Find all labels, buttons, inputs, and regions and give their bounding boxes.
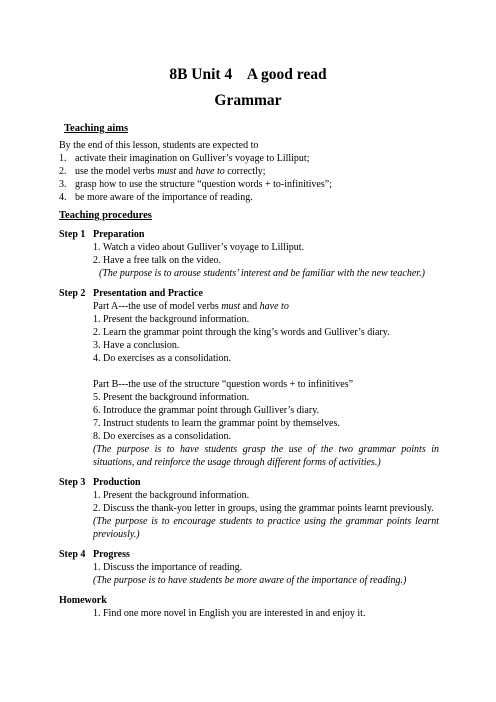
part-b-item: 8. Do exercises as a consolidation. xyxy=(93,431,232,442)
aim-italic-term: must xyxy=(157,166,177,177)
aim-italic-term: have to xyxy=(195,166,225,177)
step-2-purpose: (The purpose is to have students grasp the use of the two grammar points in situations, and reinforce the usage through different forms of activities.) xyxy=(93,444,439,468)
aim-number: 3. xyxy=(59,179,67,190)
document-subtitle: Grammar xyxy=(214,92,282,109)
step-1-name: Preparation xyxy=(93,229,145,240)
step-4-name: Progress xyxy=(93,549,130,560)
step-4-label: Step 4 xyxy=(59,549,86,560)
homework-heading: Homework xyxy=(59,595,107,606)
step-3-label: Step 3 xyxy=(59,477,86,488)
aim-text: use the model verbs must and have to correctly; xyxy=(75,166,266,177)
part-a-italic-term: have to xyxy=(259,301,289,312)
step-1-purpose: (The purpose is to arouse students’ interest and be familiar with the new teacher.) xyxy=(99,268,425,279)
step-4-item: 1. Discuss the importance of reading. xyxy=(93,562,243,573)
part-a-item: 3. Have a conclusion. xyxy=(93,340,180,351)
step-3-name: Production xyxy=(93,477,141,488)
aim-number: 2. xyxy=(59,166,67,177)
part-a-item: 2. Learn the grammar point through the king’s words and Gulliver’s diary. xyxy=(93,327,390,338)
step-3-purpose: (The purpose is to encourage students to practice using the grammar points learnt previously.) xyxy=(93,516,439,540)
step-2-name: Presentation and Practice xyxy=(93,288,203,299)
homework-item: 1. Find one more novel in English you are interested in and enjoy it. xyxy=(93,608,366,619)
aim-text: be more aware of the importance of reading. xyxy=(75,192,253,203)
aims-intro: By the end of this lesson, students are expected to xyxy=(59,140,259,151)
step-1-label: Step 1 xyxy=(59,229,86,240)
document-title: 8B Unit 4 A good read xyxy=(169,66,327,83)
part-b-item: 7. Instruct students to learn the grammar point by themselves. xyxy=(93,418,340,429)
aim-number: 1. xyxy=(59,153,67,164)
teaching-aims-heading: Teaching aims xyxy=(64,123,129,134)
step-4-purpose: (The purpose is to have students be more aware of the importance of reading.) xyxy=(93,575,407,586)
aim-number: 4. xyxy=(59,192,67,203)
part-a-item: 1. Present the background information. xyxy=(93,314,250,325)
step-3-item: 2. Discuss the thank-you letter in groups, using the grammar points learnt previously. xyxy=(93,503,434,514)
step-3-item: 1. Present the background information. xyxy=(93,490,250,501)
part-a-italic-term: must xyxy=(221,301,241,312)
part-b-item: 5. Present the background information. xyxy=(93,392,250,403)
aim-text: activate their imagination on Gulliver’s voyage to Lilliput; xyxy=(75,153,310,164)
teaching-procedures-heading: Teaching procedures xyxy=(59,210,152,221)
step-1-item: 2. Have a free talk on the video. xyxy=(93,255,222,266)
part-b-heading: Part B---the use of the structure “question words + to infinitives” xyxy=(93,379,354,390)
step-1-item: 1. Watch a video about Gulliver’s voyage to Lilliput. xyxy=(93,242,305,253)
step-2-label: Step 2 xyxy=(59,288,86,299)
part-b-item: 6. Introduce the grammar point through Gulliver’s diary. xyxy=(93,405,320,416)
aim-text: grasp how to use the structure “question words + to-infinitives”; xyxy=(75,179,332,190)
part-a-heading: Part A---the use of model verbs must and have to xyxy=(93,301,289,312)
part-a-item: 4. Do exercises as a consolidation. xyxy=(93,353,232,364)
